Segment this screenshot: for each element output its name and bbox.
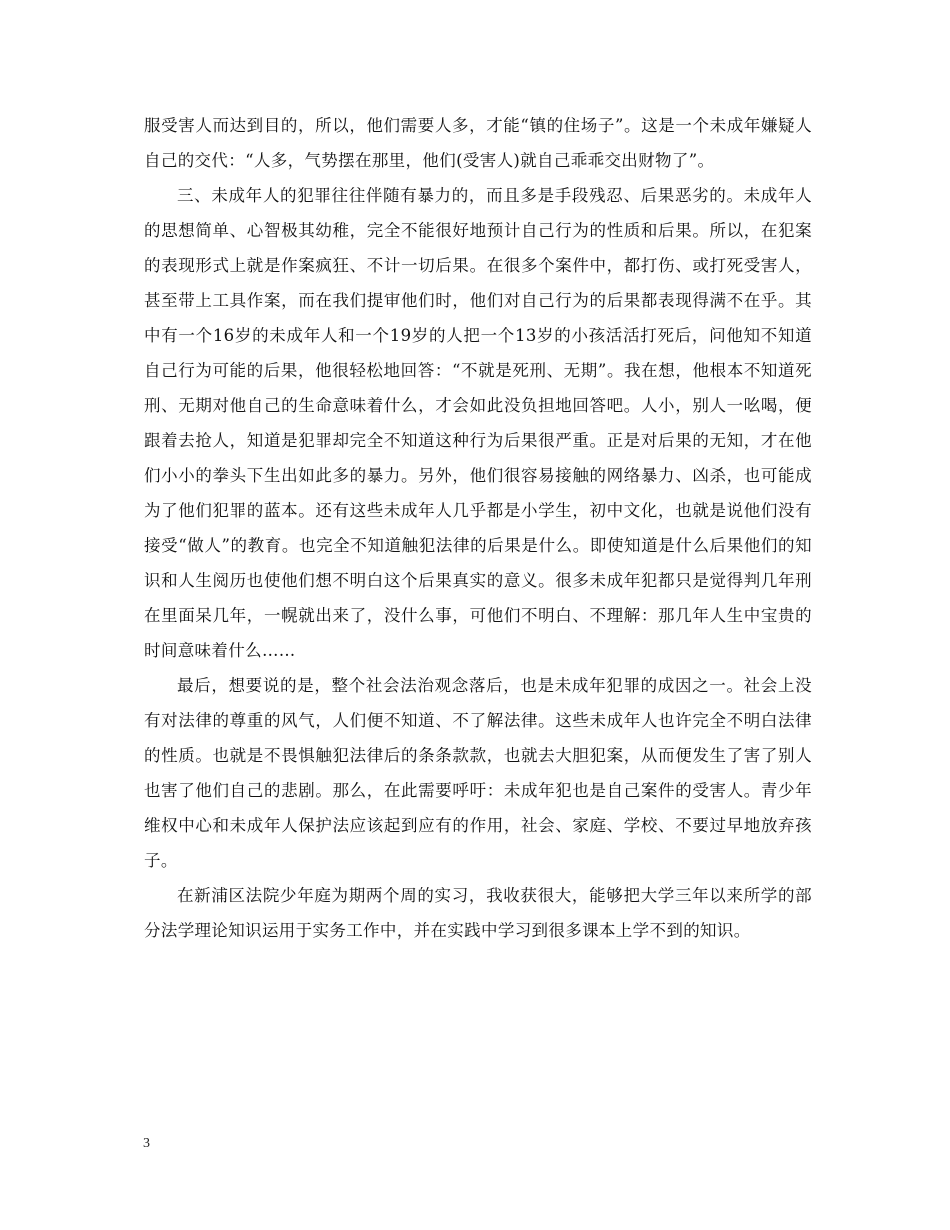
paragraph-4: 在新浦区法院少年庭为期两个周的实习，我收获很大，能够把大学三年以来所学的部分法学理论知识运用于实务工作中，并在实践中学习到很多课本上学不到的知识。 — [144, 886, 812, 940]
paragraph-1: 服受害人而达到目的，所以，他们需要人多，才能“镇的住场子”。这是一个未成年嫌疑人自己的交代：“人多，气势摆在那里，他们(受害人)就自己乖乖交出财物了”。 — [144, 116, 812, 170]
document-body — [144, 108, 812, 948]
paragraph-2: 三、未成年人的犯罪往往伴随有暴力的，而且多是手段残忍、后果恶劣的。未成年人的思想简单、心智极其幼稚，完全不能很好地预计自己行为的性质和后果。所以，在犯案的表现形式上就是作案疯狂、不计一切后果。在很多个案件中，都打伤、或打死受害人，甚至带上工具作案，而在我们提审他们时，他们对自己行为的后果都表现得满不在乎。其中有一个16岁的未成年人和一个19岁的人把一个13岁的小孩活活打死后，问他知不知道自己行为可能的后果，他很轻松地回答：“不就是死刑、无期”。我在想，他根本不知道死刑、无期对他自己的生命意味着什么，才会如此没负担地回答吧。人小，别人一吆喝，便跟着去抢人，知道是犯罪却完全不知道这种行为后果很严重。正是对后果的无知，才在他们小小的拳头下生出如此多的暴力。另外，他们很容易接触的网络暴力、凶杀，也可能成为了他们犯罪的蓝本。还有这些未成年人几乎都是小学生，初中文化，也就是说他们没有接受“做人”的教育。也完全不知道触犯法律的后果是什么。即使知道是什么后果他们的知识和人生阅历也使他们想不明白这个后果真实的意义。很多未成年犯都只是觉得判几年刑在里面呆几年，一幌就出来了，没什么事，可他们不明白、不理解：那几年人生中宝贵的时间意味着什么…… — [144, 186, 812, 660]
page-number: 3 — [143, 1136, 150, 1151]
paragraph-3: 最后，想要说的是，整个社会法治观念落后，也是未成年犯罪的成因之一。社会上没有对法律的尊重的风气，人们便不知道、不了解法律。这些未成年人也许完全不明白法律的性质。也就是不畏惧触犯法律后的条条款款，也就去大胆犯案，从而便发生了害了别人也害了他们自己的悲剧。那么，在此需要呼吁：未成年犯也是自己案件的受害人。青少年维权中心和未成年人保护法应该起到应有的作用，社会、家庭、学校、不要过早地放弃孩子。 — [144, 676, 812, 870]
